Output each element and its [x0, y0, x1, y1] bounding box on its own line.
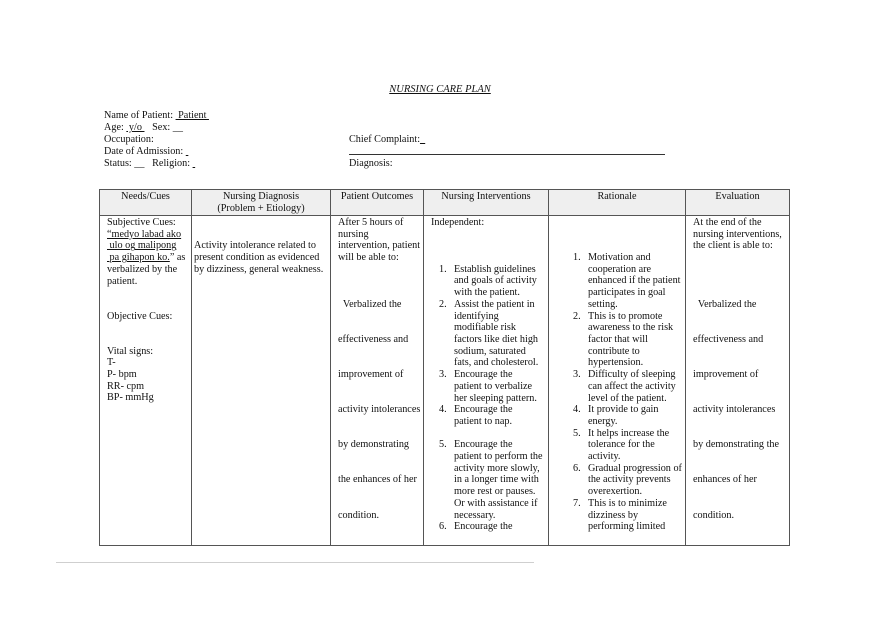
- intervention-line: her sleeping pattern.: [454, 392, 537, 404]
- subjective-quote-3-row: [107, 252, 188, 264]
- chief-complaint-label: Chief Complaint:: [349, 134, 421, 145]
- interventions-list: [431, 264, 545, 533]
- vital-pulse: P- bpm: [107, 369, 137, 381]
- vital-respiratory-rate: RR- cpm: [107, 380, 145, 392]
- evaluation-body-line: enhances of her: [693, 474, 757, 486]
- diagnosis-label: Diagnosis:: [349, 158, 393, 169]
- rationale-line: factor that will: [588, 333, 648, 345]
- rationale-cell: [549, 216, 686, 546]
- list-item: [439, 264, 545, 299]
- outcomes-body-line: the enhances of her: [338, 474, 417, 486]
- religion-label: Religion:: [152, 158, 191, 169]
- intervention-number: 3.: [439, 369, 447, 381]
- admission-label: Date of Admission:: [104, 146, 184, 157]
- list-item: [573, 369, 685, 404]
- intervention-line: Establish guidelines: [454, 263, 536, 275]
- intervention-number: 4.: [439, 404, 447, 416]
- rationale-line: level of the patient.: [588, 392, 667, 404]
- rationale-line: the activity prevents: [588, 474, 671, 486]
- rationale-number: 4.: [573, 404, 581, 416]
- evaluation-body-line: improvement of: [693, 369, 759, 381]
- vital-blood-pressure: BP- mmHg: [107, 392, 154, 404]
- rationale-line: activity.: [588, 451, 621, 463]
- list-item: [573, 463, 685, 498]
- patient-name-row: [104, 110, 209, 122]
- patient-outcomes-cell: [331, 216, 424, 546]
- status-value: __: [134, 158, 145, 169]
- header-nursing-diagnosis-text: Nursing Diagnosis (Problem + Etiology): [217, 191, 305, 214]
- chief-complaint-value: _: [420, 134, 426, 145]
- outcomes-body-line: condition.: [338, 509, 380, 521]
- evaluation-body-line: Verbalized the: [693, 298, 757, 310]
- rationale-line: enhanced if the patient: [588, 275, 681, 287]
- evaluation-body-line: condition.: [693, 509, 735, 521]
- intervention-number: 1.: [439, 263, 447, 275]
- outcomes-body-line: by demonstrating: [338, 439, 410, 451]
- verbalized-line-2: patient.: [107, 275, 138, 287]
- outcomes-body-line: effectiveness and: [338, 334, 409, 346]
- age-label: Age:: [104, 122, 124, 133]
- intervention-line: in a longer time with: [454, 474, 539, 486]
- age-sex-row: [104, 122, 183, 134]
- evaluation-intro-line: the client is able to:: [693, 240, 773, 252]
- rationale-line: awareness to the risk: [588, 322, 674, 334]
- rationale-number: 7.: [573, 497, 581, 509]
- subjective-quote-end: ” as: [169, 252, 186, 264]
- outcomes-body-line: Verbalized the: [338, 298, 402, 310]
- evaluation-intro-line: nursing interventions,: [693, 228, 782, 240]
- sex-label: Sex:: [152, 122, 171, 133]
- subjective-quote-1: “medyo labad ako: [107, 228, 182, 240]
- header-nursing-diagnosis: [192, 190, 331, 216]
- intervention-line: Encourage the: [454, 439, 513, 451]
- intervention-line: patient to nap.: [454, 415, 512, 427]
- intervention-line: more rest or pauses.: [454, 486, 536, 498]
- intervention-line: Assist the patient in: [454, 298, 535, 310]
- document-title: NURSING CARE PLAN: [389, 84, 491, 95]
- list-item: [439, 404, 545, 427]
- subjective-quote-2: ulo og malipong: [107, 240, 177, 252]
- intervention-line: patient to perform the: [454, 451, 543, 462]
- intervention-number: 2.: [439, 298, 447, 310]
- rationale-line: It provide to gain: [588, 404, 659, 416]
- patient-name-label: Name of Patient:: [104, 110, 174, 121]
- intervention-number: 5.: [439, 439, 447, 451]
- rationale-line: It helps increase the: [588, 427, 670, 439]
- religion-value: [193, 158, 196, 169]
- rationale-line: This is to promote: [588, 310, 663, 322]
- rationale-line: Gradual progression of: [588, 462, 682, 474]
- rationale-line: contribute to: [588, 345, 640, 357]
- diagnosis-line-2: present condition as evidenced: [194, 252, 320, 264]
- chief-complaint-line: [349, 154, 665, 155]
- intervention-line: factors like diet high: [454, 333, 539, 345]
- outcomes-intro: [338, 217, 423, 264]
- rationale-line: overexertion.: [588, 486, 643, 498]
- table-header-row: [100, 190, 790, 216]
- outcomes-intro-line: After 5 hours of: [338, 217, 404, 228]
- admission-value: [186, 146, 189, 157]
- age-value: y/o: [126, 122, 145, 133]
- rationale-number: 5.: [573, 427, 581, 439]
- subjective-quote-3: pa gihapon ko.: [107, 252, 170, 264]
- subjective-cues-label: Subjective Cues:: [107, 217, 176, 228]
- rationale-line: cooperation are: [588, 263, 652, 275]
- evaluation-body: [693, 275, 789, 544]
- status-religion-row: [104, 158, 195, 170]
- evaluation-body-line: by demonstrating the: [693, 439, 780, 451]
- intervention-line: Encourage the: [454, 404, 513, 416]
- rationale-line: energy.: [588, 415, 618, 427]
- evaluation-body-line: activity intolerances: [693, 404, 776, 416]
- verbalized-line-1: verbalized by the: [107, 263, 178, 275]
- intervention-line: with the patient.: [454, 287, 520, 299]
- evaluation-cell: [686, 216, 790, 546]
- outcomes-intro-line: nursing: [338, 228, 369, 240]
- admission-row: [104, 146, 188, 158]
- rationale-line: This is to minimize: [588, 497, 667, 509]
- intervention-line: sodium, saturated: [454, 345, 526, 357]
- rationale-line: Difficulty of sleeping: [588, 369, 676, 381]
- occupation-label: Occupation:: [104, 134, 154, 145]
- rationale-line: can affect the activity: [588, 380, 676, 392]
- independent-label: Independent:: [431, 217, 485, 228]
- header-rationale: Rationale: [549, 190, 686, 216]
- nursing-interventions-cell: [424, 216, 549, 546]
- list-item: [573, 404, 685, 427]
- rationale-number: 1.: [573, 252, 581, 264]
- rationale-line: tolerance for the: [588, 439, 655, 451]
- rationale-number: 3.: [573, 369, 581, 381]
- intervention-number: 6.: [439, 521, 447, 533]
- rationale-line: hypertension.: [588, 357, 644, 369]
- outcomes-body-line: activity intolerances: [338, 404, 421, 416]
- header-evaluation: Evaluation: [686, 190, 790, 216]
- outcomes-body: [338, 276, 423, 545]
- vital-temperature: T-: [107, 357, 116, 369]
- rationale-list: [573, 252, 685, 533]
- table-row: [100, 216, 790, 546]
- diagnosis-line-3: by dizziness, general weakness.: [194, 263, 324, 275]
- rationale-line: dizziness by: [588, 509, 639, 521]
- rationale-line: participates in goal: [588, 287, 666, 299]
- list-item: [439, 369, 545, 404]
- outcomes-intro-line: intervention, patient: [338, 240, 421, 252]
- intervention-line: activity more slowly,: [454, 462, 540, 474]
- intervention-line: fats, and cholesterol.: [454, 357, 539, 369]
- intervention-line: identifying: [454, 310, 499, 322]
- intervention-line: and goals of activity: [454, 275, 537, 287]
- rationale-line: setting.: [588, 298, 618, 310]
- list-item: [573, 252, 685, 311]
- rationale-line: Motivation and: [588, 252, 651, 264]
- list-item: [573, 311, 685, 370]
- needs-cues-cell: [100, 216, 192, 546]
- intervention-line: modifiable risk: [454, 322, 516, 334]
- page-footer-divider: [56, 562, 534, 563]
- sex-value: __: [172, 122, 183, 133]
- status-label: Status:: [104, 158, 132, 169]
- list-item: [573, 428, 685, 463]
- diagnosis-line-1: Activity intolerance related to: [194, 240, 316, 252]
- intervention-line: Encourage the: [454, 521, 513, 533]
- rationale-number: 2.: [573, 310, 581, 322]
- rationale-number: 6.: [573, 462, 581, 474]
- intervention-line: necessary.: [454, 509, 496, 521]
- header-needs-cues: Needs/Cues: [100, 190, 192, 216]
- outcomes-intro-line: will be able to:: [338, 252, 399, 264]
- evaluation-body-line: effectiveness and: [693, 334, 764, 345]
- header-patient-outcomes: Patient Outcomes: [331, 190, 424, 216]
- evaluation-intro-line: At the end of the: [693, 217, 762, 228]
- intervention-line: Encourage the: [454, 369, 513, 381]
- intervention-line: Or with assistance if: [454, 497, 538, 509]
- list-item: [573, 498, 685, 533]
- chief-complaint-row: [349, 134, 425, 146]
- evaluation-intro: [693, 217, 789, 252]
- patient-name-value: Patient: [175, 110, 209, 121]
- nursing-diagnosis-cell: [192, 216, 331, 546]
- intervention-line: patient to verbalize: [454, 380, 533, 392]
- header-nursing-interventions: Nursing Interventions: [424, 190, 549, 216]
- objective-cues-label: Objective Cues:: [107, 310, 173, 322]
- list-item: [439, 439, 545, 521]
- outcomes-body-line: improvement of: [338, 369, 404, 381]
- list-item: [439, 299, 545, 369]
- list-item: [439, 521, 545, 533]
- care-plan-table: [99, 189, 790, 546]
- vital-signs-label: Vital signs:: [107, 345, 154, 357]
- rationale-line: performing limited: [588, 521, 666, 533]
